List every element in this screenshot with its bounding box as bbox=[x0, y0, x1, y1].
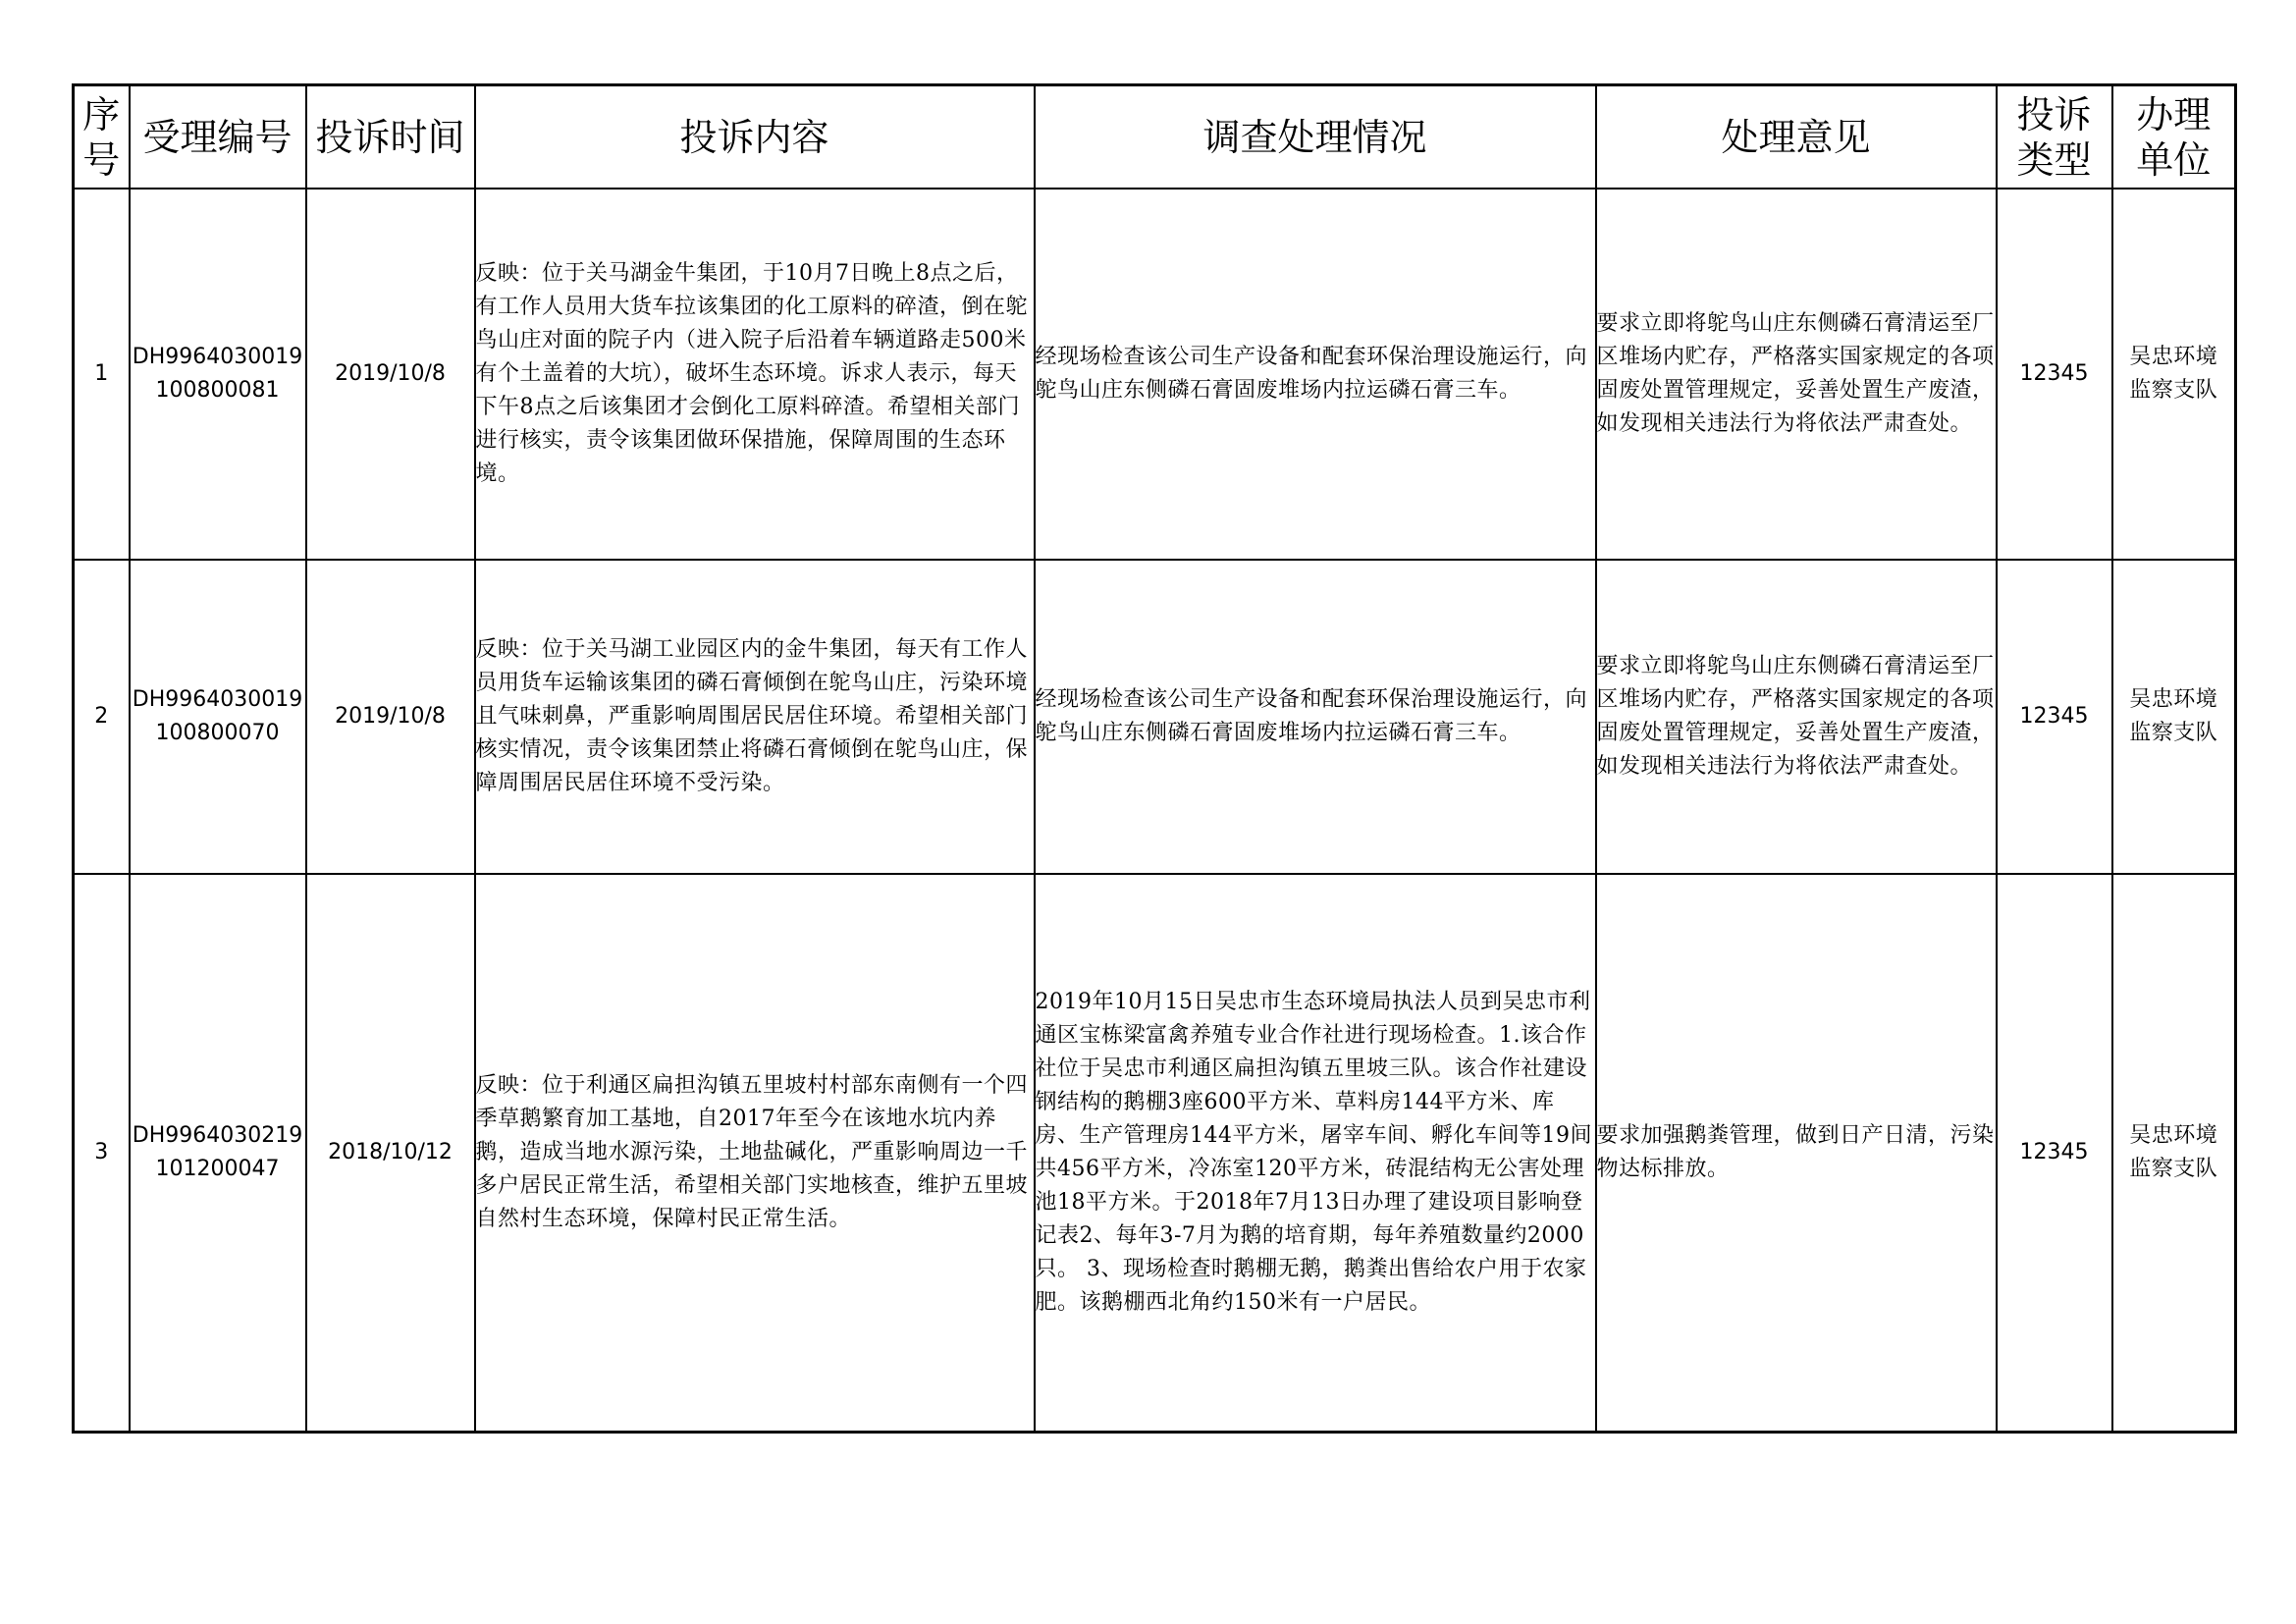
header-type-line1: 投诉 bbox=[2016, 92, 2092, 136]
header-complaint-time: 投诉时间 bbox=[306, 85, 475, 189]
cell-type: 12345 bbox=[1997, 874, 2112, 1432]
accept-no-line1: DH9964030019 bbox=[132, 687, 303, 712]
cell-time: 2018/10/12 bbox=[306, 874, 475, 1432]
unit-line2: 监察支队 bbox=[2129, 1156, 2218, 1181]
accept-no-line2: 100800070 bbox=[155, 721, 280, 745]
unit-line1: 吴忠环境 bbox=[2129, 345, 2218, 369]
cell-type: 12345 bbox=[1997, 189, 2112, 560]
cell-opinion: 要求加强鹅粪管理，做到日产日清，污染物达标排放。 bbox=[1596, 874, 1997, 1432]
cell-opinion: 要求立即将鸵鸟山庄东侧磷石膏清运至厂区堆场内贮存，严格落实国家规定的各项固废处置管理规定，妥善处置生产废渣，如发现相关违法行为将依法严肃查处。 bbox=[1596, 189, 1997, 560]
unit-line1: 吴忠环境 bbox=[2129, 1122, 2218, 1148]
cell-investigation: 经现场检查该公司生产设备和配套环保治理设施运行，向鸵鸟山庄东侧磷石膏固废堆场内拉运磷石膏三车。 bbox=[1035, 560, 1596, 874]
header-unit-line1: 办理 bbox=[2136, 92, 2212, 136]
header-type-line2: 类型 bbox=[2016, 137, 2092, 182]
cell-content: 反映：位于关马湖金牛集团，于10月7日晚上8点之后，有工作人员用大货车拉该集团的化工原料的碎渣，倒在鸵鸟山庄对面的院子内（进入院子后沿着车辆道路走500米有个土盖着的大坑），破坏生态环境。诉求人表示，每天下午8点之后该集团才会倒化工原料碎渣。希望相关部门进行核实，责令该集团做环保措施，保障周围的生态环境。 bbox=[475, 189, 1035, 560]
header-investigation: 调查处理情况 bbox=[1035, 85, 1596, 189]
header-type bbox=[1997, 85, 2112, 189]
unit-line1: 吴忠环境 bbox=[2129, 687, 2218, 712]
cell-time: 2019/10/8 bbox=[306, 189, 475, 560]
accept-no-line1: DH9964030019 bbox=[132, 345, 303, 369]
cell-accept-no bbox=[130, 874, 306, 1432]
cell-seq: 2 bbox=[74, 560, 130, 874]
unit-line2: 监察支队 bbox=[2129, 721, 2218, 745]
accept-no-line2: 100800081 bbox=[155, 378, 280, 403]
complaint-table bbox=[72, 83, 2237, 1434]
table-row bbox=[74, 560, 2236, 874]
cell-time: 2019/10/8 bbox=[306, 560, 475, 874]
cell-seq: 3 bbox=[74, 874, 130, 1432]
accept-no-line1: DH9964030219 bbox=[132, 1122, 303, 1148]
cell-type: 12345 bbox=[1997, 560, 2112, 874]
header-seq bbox=[74, 85, 130, 189]
cell-unit bbox=[2112, 189, 2236, 560]
header-accept-no: 受理编号 bbox=[130, 85, 306, 189]
cell-opinion: 要求立即将鸵鸟山庄东侧磷石膏清运至厂区堆场内贮存，严格落实国家规定的各项固废处置管理规定，妥善处置生产废渣，如发现相关违法行为将依法严肃查处。 bbox=[1596, 560, 1997, 874]
cell-content: 反映：位于关马湖工业园区内的金牛集团，每天有工作人员用货车运输该集团的磷石膏倾倒在鸵鸟山庄，污染环境且气味刺鼻，严重影响周围居民居住环境。希望相关部门核实情况，责令该集团禁止将磷石膏倾倒在鸵鸟山庄，保障周围居民居住环境不受污染。 bbox=[475, 560, 1035, 874]
cell-accept-no bbox=[130, 560, 306, 874]
cell-content: 反映：位于利通区扁担沟镇五里坡村村部东南侧有一个四季草鹅繁育加工基地，自2017年至今在该地水坑内养鹅，造成当地水源污染，土地盐碱化，严重影响周边一千多户居民正常生活，希望相关部门实地核查，维护五里坡自然村生态环境，保障村民正常生活。 bbox=[475, 874, 1035, 1432]
header-seq-line1: 序 bbox=[82, 92, 121, 136]
cell-unit bbox=[2112, 560, 2236, 874]
cell-investigation: 2019年10月15日吴忠市生态环境局执法人员到吴忠市利通区宝栋梁富禽养殖专业合作社进行现场检查。1.该合作社位于吴忠市利通区扁担沟镇五里坡三队。该合作社建设钢结构的鹅棚3座600平方米、草料房144平方米、库房、生产管理房144平方米，屠宰车间、孵化车间等19间共456平方米，冷冻室120平方米，砖混结构无公害处理池18平方米。于2018年7月13日办理了建设项目影响登记表2、每年3-7月为鹅的培育期，每年养殖数量约2000只。 3、现场检查时鹅棚无鹅，鹅粪出售给农户用于农家肥。该鹅棚西北角约150米有一户居民。 bbox=[1035, 874, 1596, 1432]
cell-unit bbox=[2112, 874, 2236, 1432]
header-unit bbox=[2112, 85, 2236, 189]
header-seq-line2: 号 bbox=[82, 137, 121, 182]
accept-no-line2: 101200047 bbox=[155, 1156, 280, 1181]
table-row bbox=[74, 189, 2236, 560]
table-row bbox=[74, 874, 2236, 1432]
header-complaint-content: 投诉内容 bbox=[475, 85, 1035, 189]
header-opinion: 处理意见 bbox=[1596, 85, 1997, 189]
header-unit-line2: 单位 bbox=[2136, 137, 2212, 182]
unit-line2: 监察支队 bbox=[2129, 378, 2218, 403]
cell-accept-no bbox=[130, 189, 306, 560]
cell-seq: 1 bbox=[74, 189, 130, 560]
header-row bbox=[74, 85, 2236, 189]
cell-investigation: 经现场检查该公司生产设备和配套环保治理设施运行，向鸵鸟山庄东侧磷石膏固废堆场内拉运磷石膏三车。 bbox=[1035, 189, 1596, 560]
